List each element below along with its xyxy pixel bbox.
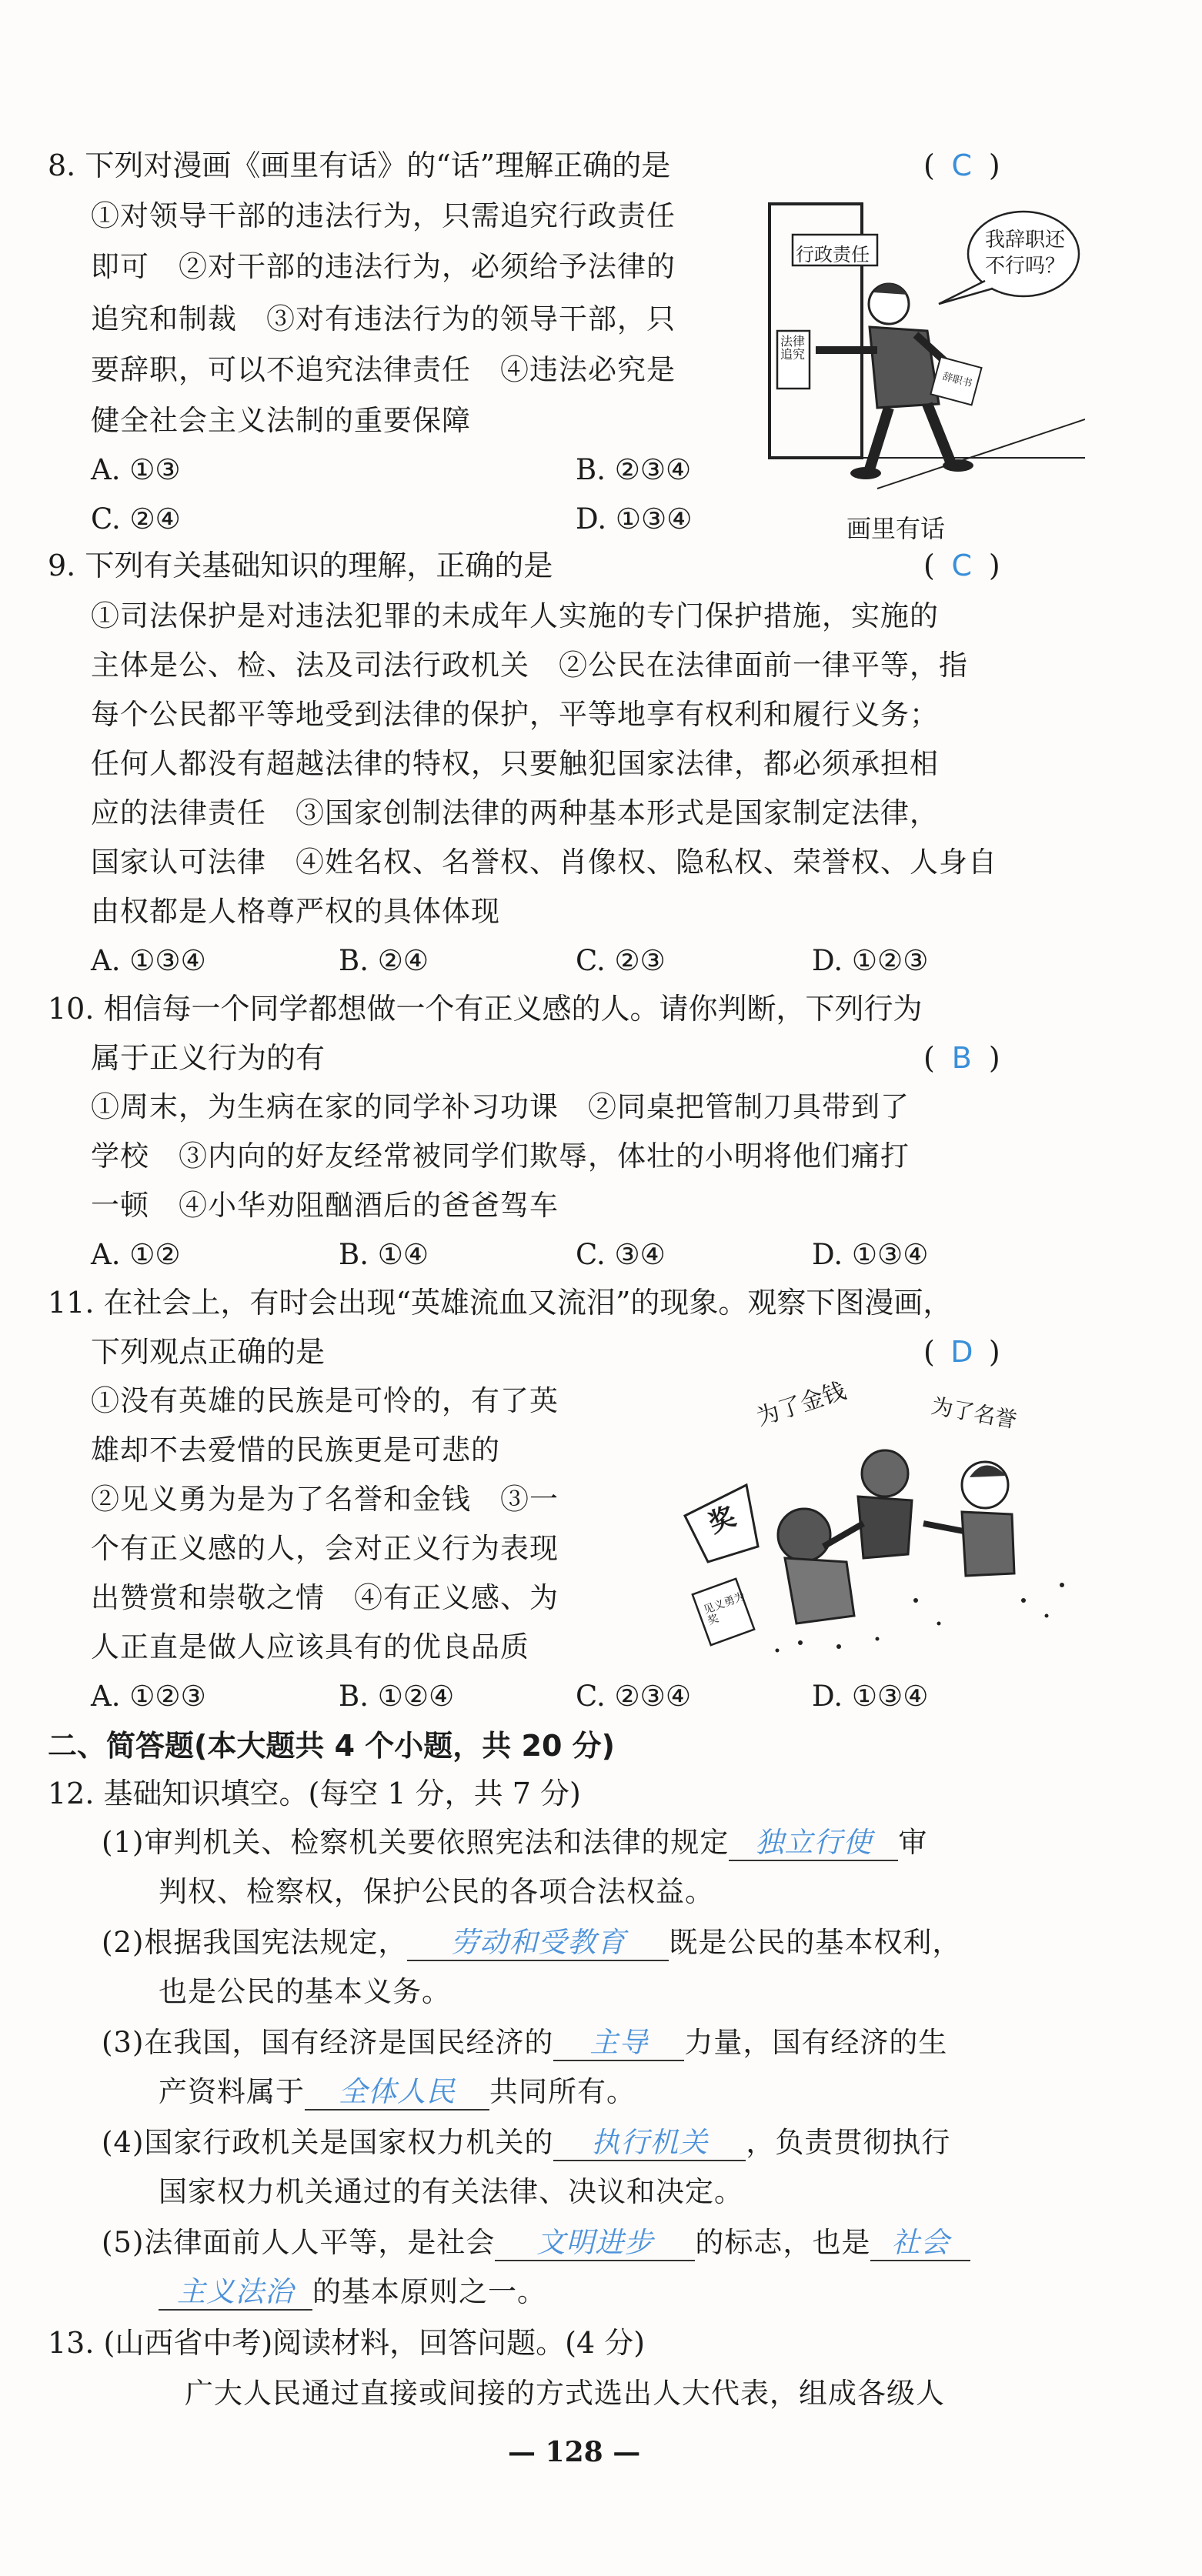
q8-line: 即可 ②对干部的违法行为，必须给予法律的 [91,250,676,283]
q8-cartoon-bubble-line: 我辞职还 [985,229,1066,252]
q12-item-cont [159,2073,636,2111]
q9-option-b: B. ②④ [339,944,429,977]
q9-line: 应的法律责任 ③国家创制法律的两种基本形式是国家制定法律， [91,796,939,829]
q12-item [102,2224,970,2262]
q12-item [102,2124,950,2162]
q10-option-b: B. ①④ [339,1238,429,1271]
q11-option-a: A. ①②③ [91,1680,206,1713]
q8-cartoon-folder: 法律追究 [780,334,806,362]
q11-line: ②见义勇为是为了名誉和金钱 ③一 [91,1483,559,1516]
q8-answer-value: C [951,148,973,182]
q11-line: 个有正义感的人，会对正义行为表现 [91,1532,559,1565]
q8-option-a: A. ①③ [91,453,181,486]
q11-option-c: C. ②③④ [576,1680,692,1713]
q8-cartoon-sign: 行政责任 [796,244,870,265]
q12-blank: 文明进步 [495,2226,695,2261]
q8-line: 要辞职，可以不追究法律责任 ④违法必究是 [91,353,676,386]
q13-line: 广大人民通过直接或间接的方式选出人大代表，组成各级人 [185,2377,945,2410]
q11-option-d: D. ①③④ [812,1680,929,1713]
q13-stem: 13. (山西省中考)阅读材料，回答问题。(4 分) [48,2326,646,2360]
q9-option-a: A. ①③④ [91,944,206,977]
q12-item-text: (1)审判机关、检察机关要依照宪法和法律的规定 [102,1826,730,1859]
q12-item-text: 的标志，也是 [695,2226,871,2259]
q12-blank: 主导 [553,2026,684,2061]
q12-blank: 劳动和受教育 [407,1926,669,1961]
q9-option-c: C. ②③ [576,944,666,977]
q12-item-text: 力量，国有经济的生 [684,2026,948,2059]
q8-cartoon-caption: 画里有话 [846,514,946,543]
q10-option-c: C. ③④ [576,1238,666,1271]
q8-option-c: C. ②④ [91,502,181,536]
q12-item-text: 既是公民的基本权利， [669,1926,962,1959]
q12-item-text: 共同所有。 [489,2075,636,2108]
q12-item [102,1924,961,1962]
q8-answer: ( C ) [923,146,1000,185]
q9-option-d: D. ①②③ [812,944,929,977]
q12-item-text: (4)国家行政机关是国家权力机关的 [102,2126,554,2159]
q9-stem: 9. 下列有关基础知识的理解，正确的是 [48,549,553,582]
q11-line: 人正直是做人应该具有的优良品质 [91,1630,529,1663]
q8-option-b: B. ②③④ [576,453,692,486]
section-title: 二、简答题(本大题共 4 个小题，共 20 分) [48,1729,615,1763]
q12-item-cont: 国家权力机关通过的有关法律、决议和决定。 [159,2175,743,2208]
q12-item-cont: 也是公民的基本义务。 [159,1975,451,2008]
q9-line: 任何人都没有超越法律的特权，只要触犯国家法律，都必须承担相 [91,747,939,780]
q10-answer-value: B [951,1041,972,1075]
q10-option-a: A. ①② [91,1238,181,1271]
q11-stem: 11. 在社会上，有时会出现“英雄流血又流泪”的现象。观察下图漫画， [48,1286,953,1320]
q8-option-d: D. ①③④ [576,502,693,536]
q9-line: ①司法保护是对违法犯罪的未成年人实施的专门保护措施，实施的 [91,599,939,632]
q10-line: 学校 ③内向的好友经常被同学们欺辱，体壮的小明将他们痛打 [91,1140,910,1173]
q12-item [102,2024,947,2062]
q11-option-b: B. ①②④ [339,1680,455,1713]
q12-blank: 执行机关 [553,2126,746,2161]
q10-stem: 10. 相信每一个同学都想做一个有正义感的人。请你判断，下列行为 [48,992,923,1026]
q11-line: ①没有英雄的民族是可怜的，有了英 [91,1384,559,1417]
q10-option-d: D. ①③④ [812,1238,929,1271]
q8-line: 追究和制裁 ③对有违法行为的领导干部，只 [91,302,676,335]
q11-cartoon-left-text: 为了金钱 [753,1377,850,1432]
q11-cartoon-paper: 见义勇为奖 [702,1590,747,1628]
q8-cartoon-paper: 辞职书 [941,371,973,390]
q12-item-text: 审 [898,1826,928,1859]
q12-item-text: (3)在我国，国有经济是国民经济的 [102,2026,554,2059]
q8-line: ①对领导干部的违法行为，只需追究行政责任 [91,199,676,232]
q11-answer: ( D ) [923,1333,1000,1371]
q8-cartoon-bubble-line: 不行吗？ [985,255,1066,278]
q12-stem: 12. 基础知识填空。(每空 1 分，共 7 分) [48,1777,581,1810]
q12-blank: 社会 [870,2226,970,2261]
q9-answer-value: C [951,549,973,582]
q12-item [102,1824,927,1862]
q9-line: 主体是公、检、法及司法行政机关 ②公民在法律面前一律平等，指 [91,649,968,682]
q9-answer: ( C ) [923,546,1000,585]
q9-line: 每个公民都平等地受到法律的保护，平等地享有权利和履行义务； [91,698,939,731]
page-number: — 128 — [508,2436,641,2468]
q8-stem: 8. 下列对漫画《画里有话》的“话”理解正确的是 [48,148,671,182]
q12-blank: 独立行使 [729,1826,898,1861]
q11-cartoon-right-text: 为了名誉 [929,1393,1019,1433]
q12-item-cont: 判权、检察权，保护公民的各项合法权益。 [159,1875,714,1908]
q12-item-cont [159,2273,546,2311]
q11-stem-cont: 下列观点正确的是 [91,1335,326,1369]
q11-line: 出赞赏和崇敬之情 ④有正义感、为 [91,1581,559,1614]
q10-answer: ( B ) [923,1039,1000,1077]
q11-cartoon-badge: 奖 [704,1500,740,1540]
q12-item-text: 产资料属于 [159,2075,305,2108]
q12-item-text: (5)法律面前人人平等，是社会 [102,2226,496,2259]
q12-item-text: ，负责贯彻执行 [746,2126,951,2159]
q11-answer-value: D [950,1335,973,1369]
q12-item-text: 的基本原则之一。 [312,2275,546,2308]
q12-item-text: (2)根据我国宪法规定， [102,1926,408,1959]
q10-line: 一顿 ④小华劝阻酗酒后的爸爸驾车 [91,1189,559,1222]
q11-line: 雄却不去爱惜的民族更是可悲的 [91,1433,500,1467]
q8-cartoon [762,196,1085,504]
q10-line: ①周末，为生病在家的同学补习功课 ②同桌把管制刀具带到了 [91,1090,910,1123]
q12-blank: 主义法治 [159,2275,312,2311]
q9-line: 由权都是人格尊严权的具体体现 [91,895,500,928]
q8-line: 健全社会主义法制的重要保障 [91,404,471,437]
q11-cartoon [662,1370,1093,1662]
q9-line: 国家认可法律 ④姓名权、名誉权、肖像权、隐私权、荣誉权、人身自 [91,846,997,879]
q12-blank: 全体人民 [305,2075,489,2111]
q10-stem-cont: 属于正义行为的有 [91,1041,326,1075]
